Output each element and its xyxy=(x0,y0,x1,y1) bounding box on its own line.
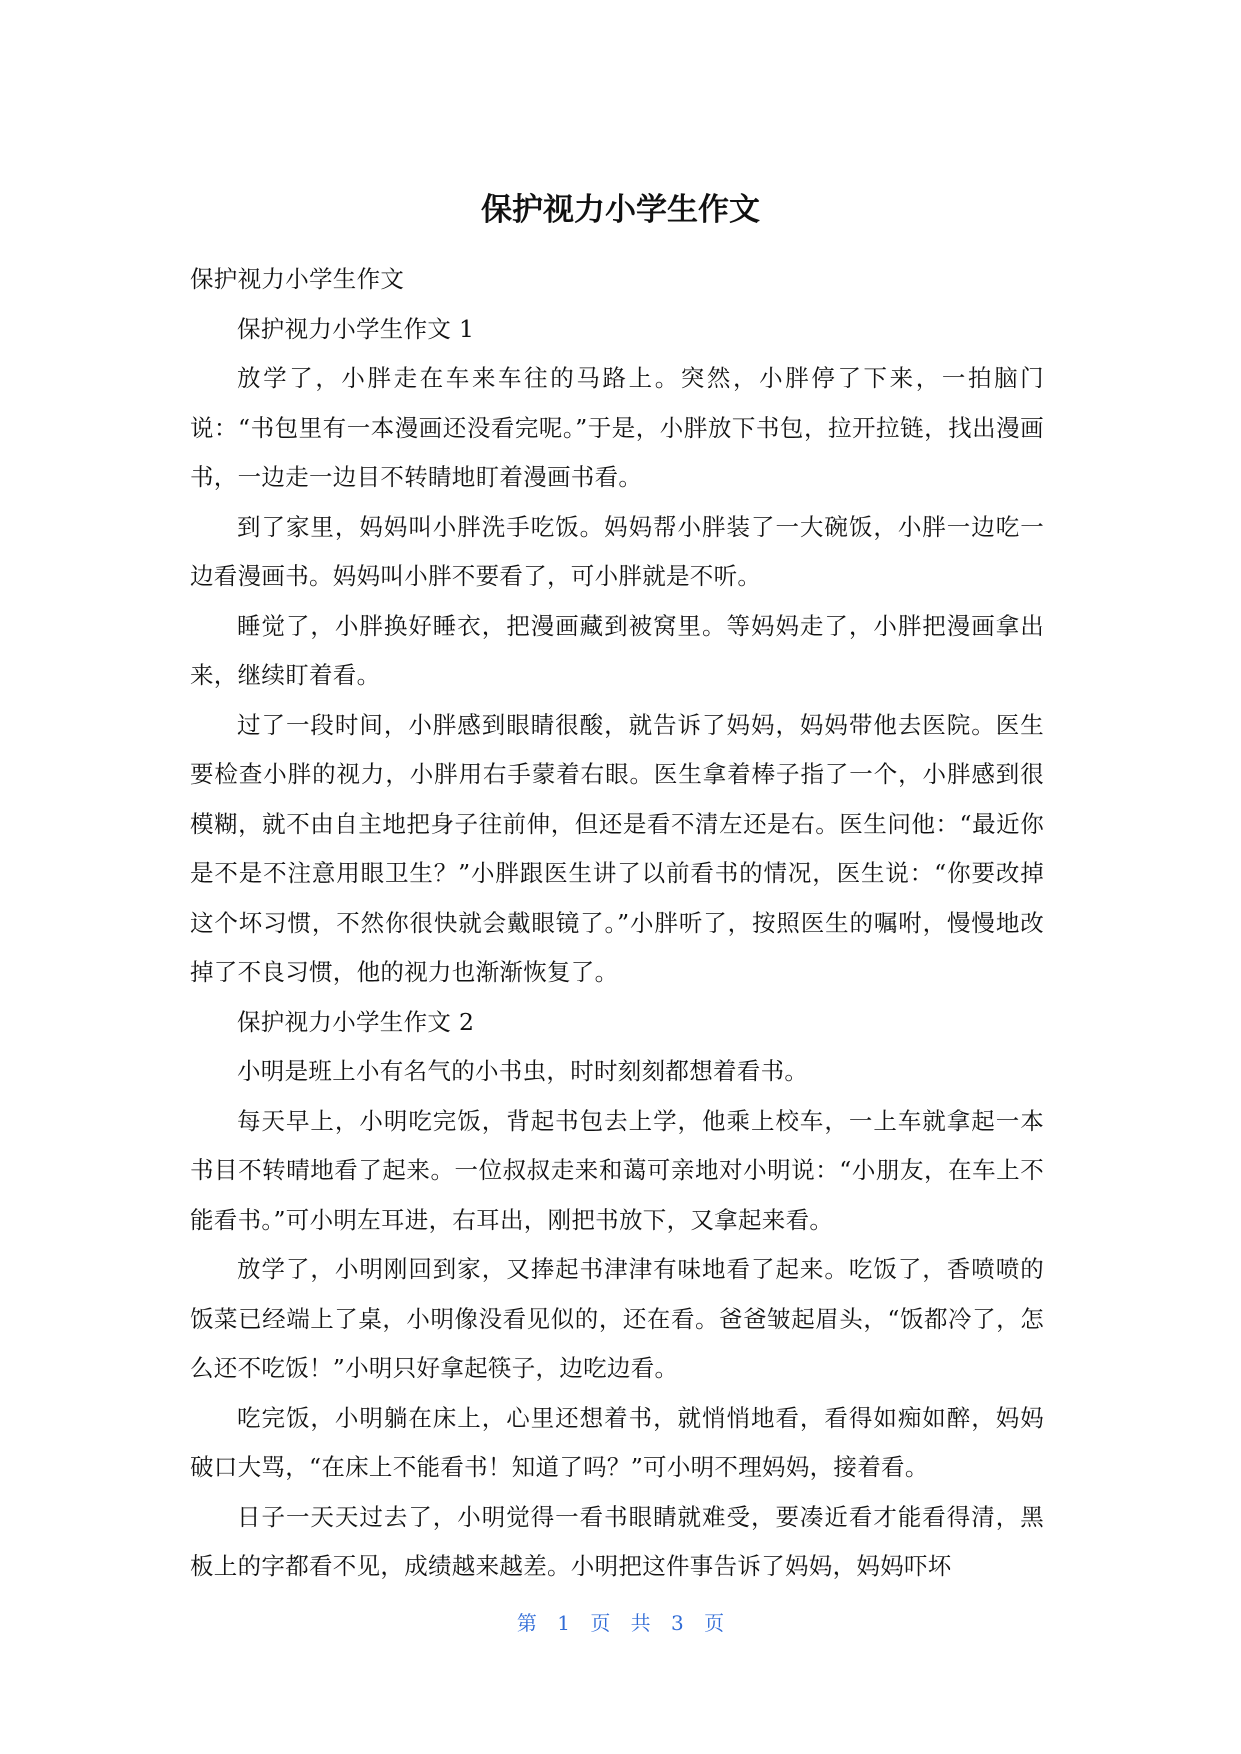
page-number-footer: 第 1 页 共 3 页 xyxy=(516,1611,725,1635)
body-paragraph: 保护视力小学生作文 xyxy=(190,265,405,293)
section-heading: 保护视力小学生作文 1 xyxy=(237,314,475,343)
body-paragraph: 每天早上，小明吃完饭，背起书包去上学，他乘上校车，一上车就拿起一本书目不转晴地看了起来。一位叔叔走来和蔼可亲地对小明说：“小朋友，在车上不能看书。”可小明左耳进，右耳出，刚把书放下，又拿起来看。 xyxy=(190,1106,1044,1234)
document-body xyxy=(190,255,1044,1592)
body-paragraph: 吃完饭，小明躺在床上，心里还想着书，就悄悄地看，看得如痴如醉，妈妈破口大骂，“在床上不能看书！知道了吗？”可小明不理妈妈，接着看。 xyxy=(190,1403,1044,1481)
body-paragraph: 到了家里，妈妈叫小胖洗手吃饭。妈妈帮小胖装了一大碗饭，小胖一边吃一边看漫画书。妈妈叫小胖不要看了，可小胖就是不听。 xyxy=(190,512,1044,590)
section-heading: 保护视力小学生作文 2 xyxy=(237,1007,475,1036)
body-paragraph: 过了一段时间，小胖感到眼睛很酸，就告诉了妈妈，妈妈带他去医院。医生要检查小胖的视力，小胖用右手蒙着右眼。医生拿着棒子指了一个，小胖感到很模糊，就不由自主地把身子往前伸，但还是看不清左还是右。医生问他：“最近你是不是不注意用眼卫生？”小胖跟医生讲了以前看书的情况，医生说：“你要改掉这个坏习惯，不然你很快就会戴眼镜了。”小胖听了，按照医生的嘱咐，慢慢地改掉了不良习惯，他的视力也渐渐恢复了。 xyxy=(190,710,1044,986)
document-title: 保护视力小学生作文 xyxy=(481,192,760,228)
body-paragraph: 放学了，小胖走在车来车往的马路上。突然，小胖停了下来，一拍脑门说：“书包里有一本漫画还没看完呢。”于是，小胖放下书包，拉开拉链，找出漫画书，一边走一边目不转睛地盯着漫画书看。 xyxy=(190,364,1044,491)
body-paragraph: 放学了，小明刚回到家，又捧起书津津有味地看了起来。吃饭了，香喷喷的饭菜已经端上了桌，小明像没看见似的，还在看。爸爸皱起眉头，“饭都冷了，怎么还不吃饭！”小明只好拿起筷子，边吃边看。 xyxy=(190,1255,1044,1382)
body-paragraph: 睡觉了，小胖换好睡衣，把漫画藏到被窝里。等妈妈走了，小胖把漫画拿出来，继续盯着看。 xyxy=(190,611,1044,689)
body-paragraph: 小明是班上小有名气的小书虫，时时刻刻都想着看书。 xyxy=(237,1057,809,1085)
body-paragraph: 日子一天天过去了，小明觉得一看书眼睛就难受，要凑近看才能看得清，黑板上的字都看不见，成绩越来越差。小明把这件事告诉了妈妈，妈妈吓坏 xyxy=(190,1502,1044,1580)
